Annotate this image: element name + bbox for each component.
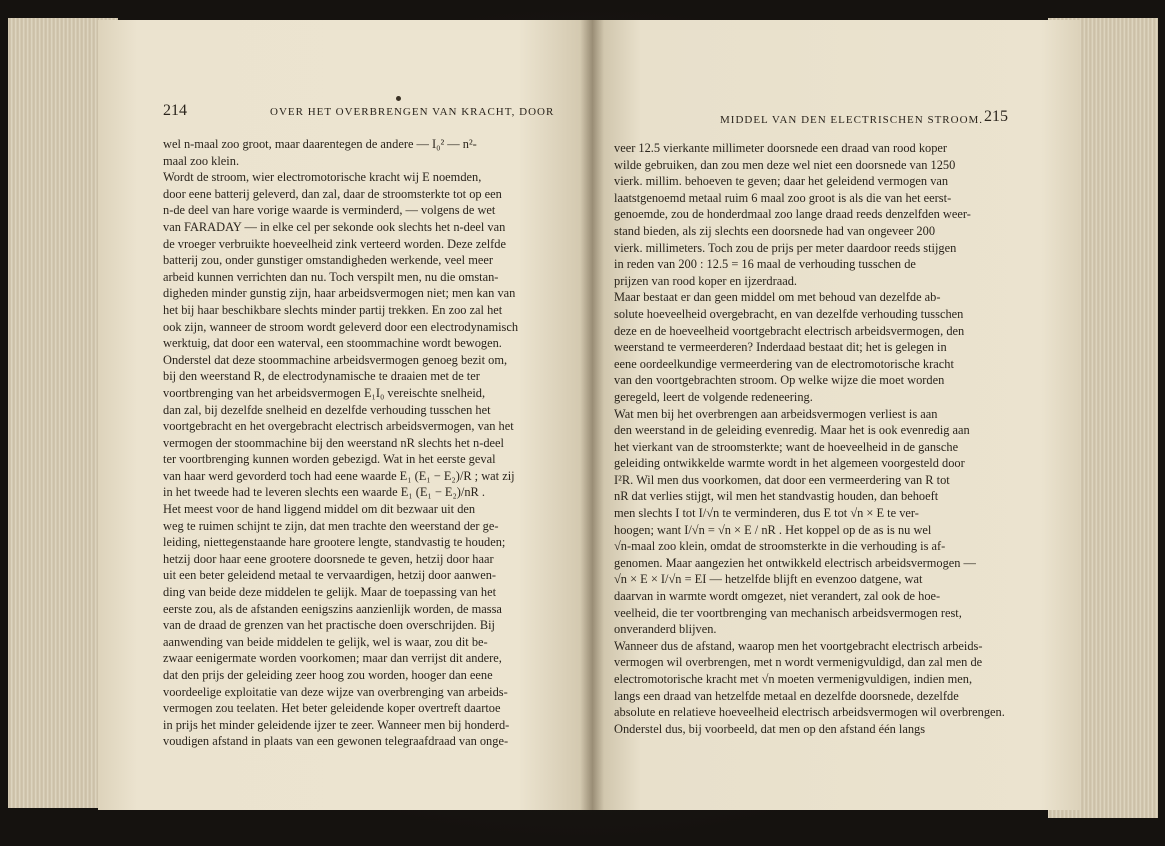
text-line: eerste zou, als de afstanden eenigszins aanzienlijk worden, de massa [163, 601, 502, 616]
right-body-text [614, 140, 1022, 737]
text-line: Wanneer dus de afstand, waarop men het voortgebracht electrisch arbeids- [614, 638, 983, 653]
text-line: aanwending van beide middelen te gelijk, wel is waar, zou dit be- [163, 634, 488, 649]
left-page [98, 20, 592, 810]
text-line: √n-maal zoo klein, omdat de stroomsterkte in die verhouding is af- [614, 539, 946, 554]
text-line: Onderstel dat deze stoommachine arbeidsvermogen genoeg bezit om, [163, 352, 508, 367]
text-line: electromotorische kracht met √n moeten vermenigvuldigen, indien men, [614, 672, 973, 686]
text-line: van den voortgebrachten stroom. Op welke wijze die moet worden [614, 373, 945, 388]
text-line: de vroeger verbruikte hoeveelheid zink verteerd worden. Deze zelfde [163, 236, 506, 251]
text-line: van haar werd gevorderd toch had eene waarde E₁ (E₁ − E₂)/R ; wat zij [163, 468, 515, 483]
text-line: I²R. Wil men dus voorkomen, dat door een vermeerdering van R tot [614, 472, 950, 487]
text-line: in reden van 200 : 12.5 = 16 maal de verhouding tusschen de [614, 257, 916, 272]
right-running-header: MIDDEL VAN DEN ELECTRISCHEN STROOM. [720, 114, 984, 126]
text-line: Wordt de stroom, wier electromotorische kracht wij E noemden, [163, 170, 482, 185]
text-line: vermogen der stoommachine bij den weerstand nR slechts het n-deel [163, 435, 504, 450]
text-line: bij den weerstand R, de electrodynamische te draaien met de ter [163, 369, 480, 384]
ink-dot [396, 96, 401, 101]
text-line: van de draad de grenzen van het practische doen overschrijden. Bij [163, 618, 495, 633]
text-line: van FARADAY — in elke cel per sekonde ook slechts het n-deel van [163, 219, 506, 234]
left-body-text [163, 136, 575, 750]
text-line: ding van beide deze middelen te gelijk. Maar de toepassing van het [163, 585, 497, 600]
text-line: absolute en relatieve hoeveelheid electrisch arbeidsvermogen wil overbrengen. [614, 705, 1005, 720]
text-line: wel n-maal zoo groot, maar daarentegen de andere — I₀² — n²- [163, 137, 477, 151]
text-line: vierk. millimeters. Toch zou de prijs per meter daardoor reeds stijgen [614, 240, 957, 255]
text-line: uit een beter geleidend metaal te vervaardigen, hetzij door aanwen- [163, 568, 497, 583]
text-line: den weerstand in de geleiding evenredig. Maar het is ook evenredig aan [614, 423, 970, 438]
text-line: genomen. Maar aangezien het ontwikkeld electrisch arbeidsvermogen — [614, 555, 976, 570]
text-line: vermogen zou teelaten. Het beter geleidende koper overtreft daartoe [163, 701, 501, 716]
text-line: vierk. millim. behoeven te geven; daar het geleidend vermogen van [614, 174, 949, 189]
text-line: in prijs het minder geleidende ijzer te zeer. Wanneer men bij honderd- [163, 717, 510, 732]
text-line: dat den prijs der geleiding zeer hoog zou worden, hooger dan eene [163, 668, 493, 682]
text-line: veer 12.5 vierkante millimeter doorsnede een draad van rood koper [614, 141, 948, 155]
text-line: nR dat verlies stijgt, wil men het standvastig houden, dan behoeft [614, 489, 939, 504]
text-line: geleiding ontwikkelde warmte wordt in het algemeen voorgesteld door [614, 456, 965, 471]
text-line: men slechts I tot I/√n te verminderen, dus E tot √n × E te ver- [614, 506, 919, 521]
text-line: het bij haar beschikbare slechts minder partij trekken. En zoo zal het [163, 302, 503, 317]
text-line: voortbrenging van het arbeidsvermogen E₁I₀ vereischte snelheid, [163, 385, 486, 400]
text-line: stand bieden, als zij slechts een doorsnede had van ongeveer 200 [614, 223, 936, 238]
text-line: eene oordeelkundige vermeerdering van de electromotorische kracht [614, 356, 954, 371]
text-line: arbeid kunnen verrichten dan nu. Toch verspilt men, nu die omstan- [163, 269, 499, 284]
text-line: zwaar eenigermate worden voorkomen; maar dan verrijst dit andere, [163, 651, 502, 666]
text-line: geregeld, leert de volgende redeneering. [614, 389, 813, 404]
text-line: √n × E × I/√n = EI — hetzelfde blijft en evenzoo datgene, wat [614, 572, 923, 587]
right-page-number: 215 [984, 108, 1008, 125]
text-line: voordeelige exploitatie van deze wijze van overbrenging van arbeids- [163, 684, 508, 699]
left-page-number: 214 [163, 102, 187, 119]
text-line: batterij zou, onder gunstiger omstandigheden werkende, veel meer [163, 253, 493, 268]
text-line: voortgebracht en het overgebracht electrisch arbeidsvermogen, van het [163, 419, 514, 434]
text-line: prijzen van rood koper en ijzerdraad. [614, 273, 798, 288]
left-running-header: OVER HET OVERBRENGEN VAN KRACHT, DOOR [270, 106, 555, 118]
text-line: in het tweede had te leveren slechts een waarde E₁ (E₁ − E₂)/nR . [163, 485, 486, 500]
text-line: weg te ruimen schijnt te zijn, dat men trachte den weerstand der ge- [163, 518, 499, 533]
text-line: vermogen wil overbrengen, met n wordt vermenigvuldigd, dan zal men de [614, 655, 983, 670]
text-line: Wat men bij het overbrengen aan arbeidsvermogen verliest is aan [614, 406, 938, 421]
text-line: langs een draad van hetzelfde metaal en dezelfde doorsnede, dezelfde [614, 688, 959, 703]
text-line: Het meest voor de hand liggend middel om dit bezwaar uit den [163, 502, 476, 517]
text-line: door eene batterij geleverd, dan zal, daar de stroomsterkte tot op een [163, 186, 502, 201]
text-line: ook zijn, wanneer de stroom wordt geleverd door een electrodynamisch [163, 319, 519, 334]
text-line: Onderstel dus, bij voorbeeld, dat men op den afstand één langs [614, 721, 926, 736]
text-line: dan zal, bij dezelfde snelheid en dezelfde verhouding tusschen het [163, 402, 491, 417]
text-line: deze en de hoeveelheid voortgebracht electrisch arbeidsvermogen, den [614, 323, 965, 338]
text-line: laatstgenoemd metaal ruim 6 maal zoo groot is als die van het eerst- [614, 190, 952, 205]
text-line: het vierkant van de stroomsterkte; want de hoeveelheid in de gansche [614, 439, 959, 454]
text-line: genoemde, zou de honderdmaal zoo lange draad reeds denzelfden weer- [614, 207, 971, 222]
text-line: leiding, niettegenstaande hare grootere lengte, standvastig te houden; [163, 535, 506, 550]
text-line: digheden minder gunstig zijn, haar arbeidsvermogen niet; men kan van [163, 286, 516, 301]
text-line: maal zoo klein. [163, 153, 240, 168]
text-line: solute hoeveelheid overgebracht, en van dezelfde verhouding tusschen [614, 306, 964, 321]
right-page [592, 20, 1080, 810]
text-line: hoogen; want I/√n = √n × E / nR . Het koppel op de as is nu wel [614, 522, 932, 537]
text-line: weerstand te vermeerderen? Inderdaad bestaat dit; het is gelegen in [614, 340, 947, 355]
text-line: onveranderd blijven. [614, 622, 717, 637]
text-line: veelheid, die ter voortbrenging van mechanisch arbeidsvermogen rest, [614, 605, 962, 620]
text-line: hetzij door haar eene grootere doorsnede te geven, hetzij door haar [163, 551, 494, 566]
text-line: werktuig, dat door een waterval, een stoommachine wordt bewogen. [163, 336, 502, 351]
open-book [8, 8, 1158, 840]
text-line: wilde gebruiken, dan zou men deze wel niet een doorsnede van 1250 [614, 157, 956, 172]
book-gutter [580, 20, 604, 810]
text-line: ter voortbrenging kunnen worden gebezigd. Wat in het eerste geval [163, 452, 496, 467]
text-line: n-de deel van hare vorige waarde is verminderd, — volgens de wet [163, 203, 496, 218]
text-line: daarvan in warmte wordt omgezet, niet verandert, zal ook de hoe- [614, 589, 941, 604]
text-line: voudigen afstand in plaats van een gewonen telegraafdraad van onge- [163, 734, 509, 749]
text-line: Maar bestaat er dan geen middel om met behoud van dezelfde ab- [614, 290, 941, 305]
